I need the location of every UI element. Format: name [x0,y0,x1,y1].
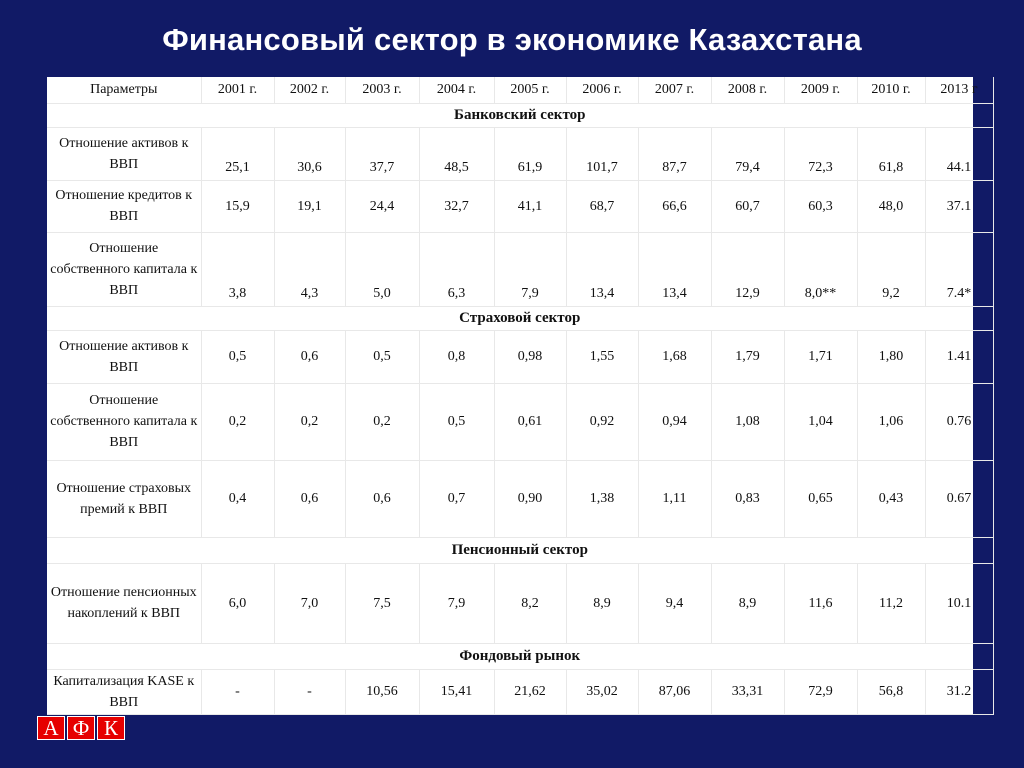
header-cell: 2010 г. [857,77,925,103]
value-cell: 7,9 [494,232,566,306]
value-cell: 0,94 [638,383,711,460]
header-cell: 2002 г. [274,77,345,103]
value-cell: 79,4 [711,127,784,180]
row-label: Отношение страховых премий к ВВП [47,460,201,537]
value-cell: 1,71 [784,330,857,383]
row-label: Отношение пенсионных накоплений к ВВП [47,563,201,643]
value-cell: 0,6 [274,460,345,537]
section-title: Фондовый рынок [47,643,993,669]
table-row [47,127,993,180]
value-cell: 1,68 [638,330,711,383]
header-cell: 2007 г. [638,77,711,103]
section-title: Страховой сектор [47,306,993,330]
header-cell: 2004 г. [419,77,494,103]
value-cell: 48,5 [419,127,494,180]
header-cell: 2008 г. [711,77,784,103]
afk-logo [37,716,125,740]
value-cell: 44.1 [925,127,993,180]
value-cell: 0,6 [345,460,419,537]
header-cell: Параметры [47,77,201,103]
value-cell: 1,55 [566,330,638,383]
value-cell: 1,04 [784,383,857,460]
value-cell: 30,6 [274,127,345,180]
value-cell: 19,1 [274,180,345,232]
value-cell: 0,2 [345,383,419,460]
value-cell: 37.1 [925,180,993,232]
value-cell: 25,1 [201,127,274,180]
logo-letter: А [37,716,65,740]
value-cell: 8,0** [784,232,857,306]
table-row [47,383,993,460]
row-label: Капитализация KASE к ВВП [47,669,201,714]
value-cell: 0,65 [784,460,857,537]
value-cell: 1,11 [638,460,711,537]
value-cell: 0,4 [201,460,274,537]
row-label: Отношение собственного капитала к ВВП [47,232,201,306]
value-cell: 9,4 [638,563,711,643]
value-cell: 72,9 [784,669,857,714]
value-cell: 8,9 [566,563,638,643]
logo-letter: Ф [67,716,95,740]
value-cell: 11,2 [857,563,925,643]
value-cell: 0,6 [274,330,345,383]
section-header-row [47,537,993,563]
value-cell: 0.76 [925,383,993,460]
table-row [47,232,993,306]
value-cell: 8,9 [711,563,784,643]
value-cell: 0,61 [494,383,566,460]
value-cell: 41,1 [494,180,566,232]
value-cell: - [274,669,345,714]
value-cell: 15,9 [201,180,274,232]
value-cell: 0,5 [201,330,274,383]
value-cell: 37,7 [345,127,419,180]
section-title: Пенсионный сектор [47,537,993,563]
header-cell: 2005 г. [494,77,566,103]
value-cell: 4,3 [274,232,345,306]
value-cell: 5,0 [345,232,419,306]
table-header-row [47,77,993,103]
financial-indicators-table-container [47,77,978,714]
value-cell: 72,3 [784,127,857,180]
value-cell: 15,41 [419,669,494,714]
table-row [47,563,993,643]
row-label: Отношение активов к ВВП [47,330,201,383]
value-cell: 0,92 [566,383,638,460]
value-cell: - [201,669,274,714]
value-cell: 1,38 [566,460,638,537]
value-cell: 0,5 [345,330,419,383]
value-cell: 8,2 [494,563,566,643]
table-row [47,330,993,383]
section-header-row [47,103,993,127]
value-cell: 7,0 [274,563,345,643]
value-cell: 61,9 [494,127,566,180]
value-cell: 10.1 [925,563,993,643]
value-cell: 33,31 [711,669,784,714]
header-cell: 2013 г [925,77,993,103]
financial-indicators-table [47,77,994,715]
header-cell: 2003 г. [345,77,419,103]
header-cell: 2001 г. [201,77,274,103]
value-cell: 0,90 [494,460,566,537]
table-row [47,460,993,537]
value-cell: 0,7 [419,460,494,537]
value-cell: 1,08 [711,383,784,460]
value-cell: 0.67 [925,460,993,537]
value-cell: 1,06 [857,383,925,460]
value-cell: 0,2 [274,383,345,460]
value-cell: 60,7 [711,180,784,232]
value-cell: 6,3 [419,232,494,306]
row-label: Отношение собственного капитала к ВВП [47,383,201,460]
value-cell: 87,06 [638,669,711,714]
value-cell: 0,43 [857,460,925,537]
logo-letter: К [97,716,125,740]
header-cell: 2006 г. [566,77,638,103]
value-cell: 31.2 [925,669,993,714]
value-cell: 60,3 [784,180,857,232]
value-cell: 1,79 [711,330,784,383]
value-cell: 7.4* [925,232,993,306]
value-cell: 12,9 [711,232,784,306]
table-row [47,180,993,232]
value-cell: 24,4 [345,180,419,232]
row-label: Отношение активов к ВВП [47,127,201,180]
value-cell: 6,0 [201,563,274,643]
value-cell: 0,83 [711,460,784,537]
value-cell: 13,4 [566,232,638,306]
value-cell: 35,02 [566,669,638,714]
value-cell: 87,7 [638,127,711,180]
value-cell: 1.41 [925,330,993,383]
value-cell: 61,8 [857,127,925,180]
value-cell: 11,6 [784,563,857,643]
value-cell: 7,9 [419,563,494,643]
value-cell: 0,5 [419,383,494,460]
value-cell: 7,5 [345,563,419,643]
value-cell: 10,56 [345,669,419,714]
section-title: Банковский сектор [47,103,993,127]
value-cell: 68,7 [566,180,638,232]
value-cell: 101,7 [566,127,638,180]
value-cell: 0,8 [419,330,494,383]
section-header-row [47,643,993,669]
value-cell: 48,0 [857,180,925,232]
value-cell: 1,80 [857,330,925,383]
value-cell: 0,98 [494,330,566,383]
slide-title: Финансовый сектор в экономике Казахстана [162,22,862,57]
value-cell: 56,8 [857,669,925,714]
table-row [47,669,993,714]
section-header-row [47,306,993,330]
row-label: Отношение кредитов к ВВП [47,180,201,232]
value-cell: 13,4 [638,232,711,306]
value-cell: 3,8 [201,232,274,306]
value-cell: 32,7 [419,180,494,232]
header-cell: 2009 г. [784,77,857,103]
value-cell: 0,2 [201,383,274,460]
value-cell: 21,62 [494,669,566,714]
value-cell: 9,2 [857,232,925,306]
value-cell: 66,6 [638,180,711,232]
